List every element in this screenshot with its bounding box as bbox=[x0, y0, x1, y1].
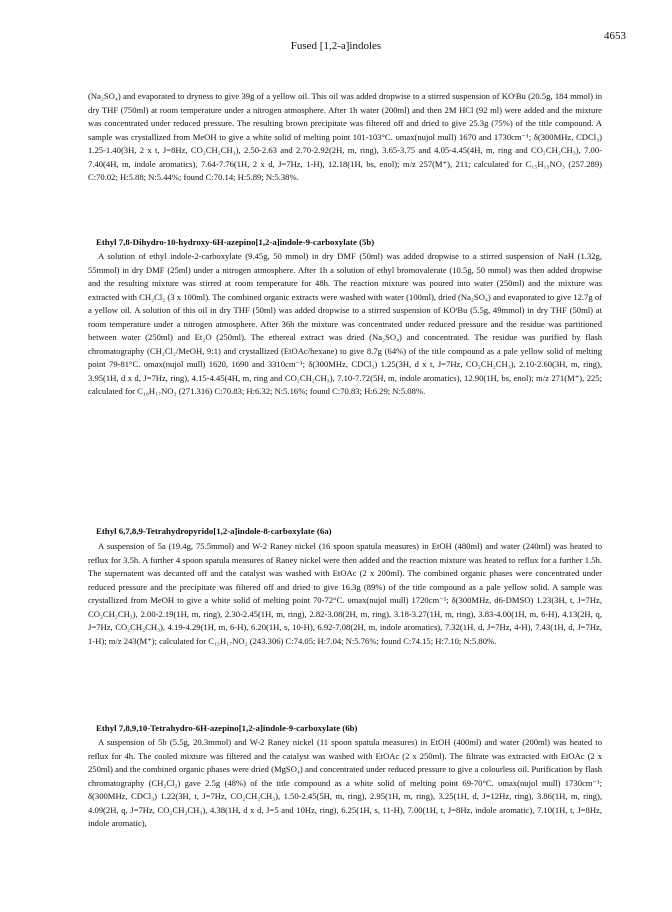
paragraph-continued: (Na₂SO₄) and evaporated to dryness to give 39g of a yellow oil. This oil was added dropwise to a stirred suspension of KOᵗBu (20.5g, 184 mmol) in dry THF (750ml) at room temperature under a nitrogen atmosphere. After 1h water (200ml) and then 2M HCl (92 ml) were added and the mixture was concentrated under reduced pressure. The resulting brown precipitate was filtered off and dried to give 25.3g (75%) of the title compound. A sample was crystallized from MeOH to give a white solid of melting point 101-103°C. υmax(nujol mull) 1670 and 1730cm⁻¹; δ(300MHz, CDCl₃) 1.25-1.40(3H, 2 x t, J=8Hz, CO₂CH₂CH₃), 2.50-2.63 and 2.70-2.92(2H, m, ring), 3.65-3.75 and 4.05-4.45(4H, m, ring and CO₂CH₂CH₃), 7.00-7.40(4H, m, indole aromatics), 7.64-7.76(1H, 2 x d, J=7Hz, 1-H), 12.18(1H, bs, enol); m/z 257(M⁺), 211; calculated for C₁₅H₁₅NO₃ (257.289) C:70.02; H:5.88; N:5.44%; found C:70.14; H:5.89; N:5.38%. bbox=[88, 91, 602, 182]
page-number: 4653 bbox=[604, 30, 626, 42]
paragraph-5b: A solution of ethyl indole-2-carboxylate (9.45g, 50 mmol) in dry DMF (50ml) was added dropwise to a stirred suspension of NaH (1.32g, 55mmol) in dry DMF (25ml) under a nitrogen atmosphere. After 1h a solution of ethyl bromovalerate (10.5g, 50 mmol) was then added dropwise and the resulting mixture was stirred at room temperature for 48h. The reaction mixture was poured into water (250ml) and the mixture was extracted with CH₂Cl₂ (3 x 100ml). The combined organic extracts were washed with water (100ml), dried (Na₂SO₄) and evaporated to give 12.7g of a yellow oil. A solution of this oil in dry THF (50ml) was added dropwise to a stirred suspension of KOᵗBu (5.5g, 49mmol) in dry THF (50ml) at room temperature under a nitrogen atmosphere. After 36h the mixture was concentrated under reduced pressure and the residue was partitioned between water (250ml) and Et₂O (250ml). The ethereal extract was dried (Na₂SO₄) and concentrated. The residue was purified by flash chromatography (CH₂Cl₂/MeOH, 9:1) and crystallized (EtOAc/hexane) to give 8.7g (64%) of the title compound as a pale yellow solid of melting point 79-81°C. υmax(nujol mull) 1620, 1690 and 3310cm⁻¹; δ(300MHz, CDCl₃) 1.25(3H, d x t, J=7Hz, CO₂CH₂CH₃), 2.10-2.60(3H, m, ring), 3.95(1H, d x d, J=7Hz, ring), 4.15-4.45(4H, m, ring and CO₂CH₂CH₃), 7.10-7.72(5H, m, indole aromatics), 12.90(1H, bs, enol); m/z 271(M⁺), 225; calculated for C₁₆H₁₇NO₃ (271.316) C:70.83; H:6.32; N:5.16%; found C:70.83; H:6.29; N:5.08%. bbox=[88, 251, 602, 396]
paragraph-6a: A suspension of 5a (19.4g, 75.5mmol) and W-2 Raney nickel (16 spoon spatula measures) in EtOH (480ml) and water (240ml) was heated to reflux for 3.5h. A further 4 spoon spatula measures of Raney nickel were then added and the reaction mixture was heated to reflux for a further 1.5h. The supernatent was decanted off and the catalyst was washed with EtOAc (2 x 200ml). The combined organic phases were concentrated under reduced pressure and the precipitate was filtered off and dried to give 16.3g (89%) of the title compound as a pale yellow solid. A sample was crystallized from MeOH to give a white solid of melting point 70-72°C. υmax(nujol mull) 1720cm⁻¹; δ(300MHz, d6-DMSO) 1.23(3H, t, J=7Hz, CO₂CH₂CH₃), 2.00-2.19(1H, m, ring), 2.30-2.45(1H, m, ring), 2.82-3.08(2H, m, ring), 3.18-3.27(1H, m, ring), 3.83-4.00(1H, m, 6-H), 4.13(2H, q, J=7Hz, CO₂CH₂CH₃), 4.19-4.29(1H, m, 6-H), 6.20(1H, s, 10-H), 6.92-7.08(2H, m, indole aromatics), 7.32(1H, d, J=7Hz, 4-H), 7.43(1H, d, J=7Hz, 1-H); m/z 243(M⁺); calculated for C₁₅H₁₇NO₂ (243.306) C:74.05; H:7.04; N:5.76%; found C:74.15; H:7.10; N:5.80%. bbox=[88, 541, 602, 646]
paragraph-6b: A suspension of 5b (5.5g, 20.3mmol) and W-2 Raney nickel (11 spoon spatula measures) in EtOH (400ml) and water (200ml) was heated to reflux for 4h. The cooled mixture was filtered and the catalyst was washed with EtOAc (2 x 250ml). The filtrate was extracted with EtOAc (2 x 250ml) and the combined organic phases were dried (MgSO₄) and concentrated under reduced pressure to give a colourless oil. Purification by flash chromatography (CH₂Cl₂) gave 2.5g (48%) of the title compound as a white solid of melting point 69-70°C. υmax(nujol mull) 1730cm⁻¹; δ(300MHz, CDCl₃) 1.22(3H, t, J=7Hz, CO₂CH₂CH₃), 1.50-2.45(5H, m, ring), 2.95(1H, m, ring), 3.25(1H, d, J=12Hz, ring), 3.86(1H, m, ring), 4.09(2H, q, J=7Hz, CO₂CH₂CH₃), 4.38(1H, d x d, J=5 and 10Hz, ring), 6.25(1H, s, 11-H), 7.00(1H, t, J=8Hz, indole aromatic), 7.10(1H, t, J=8Hz, indole aromatic), bbox=[88, 737, 602, 828]
section-heading-5b: Ethyl 7,8-Dihydro-10-hydroxy-6H-azepino[1,2-a]indole-9-carboxylate (5b) bbox=[96, 237, 375, 247]
section-heading-6b: Ethyl 7,8,9,10-Tetrahydro-6H-azepino[1,2-a]indole-9-carboxylate (6b) bbox=[96, 723, 358, 733]
section-heading-6a: Ethyl 6,7,8,9-Tetrahydropyrido[1,2-a]indole-8-carboxylate (6a) bbox=[96, 526, 332, 536]
running-header-title: Fused [1,2-a]indoles bbox=[290, 40, 382, 52]
